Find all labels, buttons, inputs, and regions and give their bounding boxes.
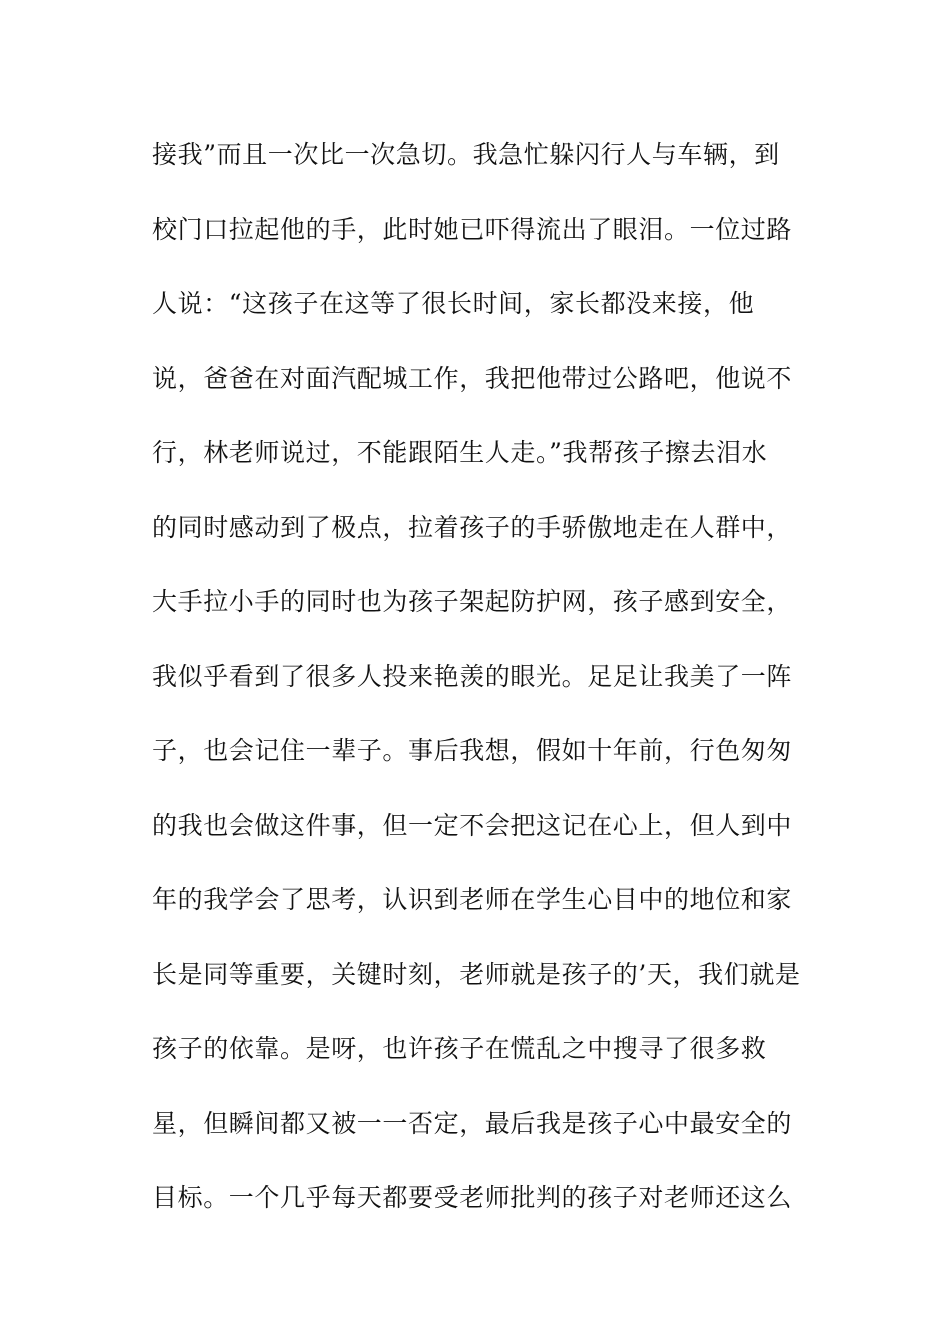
text-line: 长是同等重要，关键时刻，老师就是孩子的’天，我们就是: [152, 959, 801, 989]
text-line: 目标。一个几乎每天都要受老师批判的孩子对老师还这么: [152, 1183, 793, 1212]
text-line: 的同时感动到了极点，拉着孩子的手骄傲地走在人群中，: [152, 512, 793, 542]
text-line: 年的我学会了思考，认识到老师在学生心目中的地位和家: [152, 885, 793, 914]
text-line: 孩子的依靠。是呀，也许孩子在慌乱之中搜寻了很多救: [152, 1034, 767, 1063]
text-line: 校门口拉起他的手，此时她已吓得流出了眼泪。一位过路: [152, 214, 793, 244]
text-line: 我似乎看到了很多人投来艳羡的眼光。足足让我美了一阵: [152, 661, 793, 691]
text-line: 人说：“这孩子在这等了很长时间，家长都没来接，他: [152, 289, 755, 318]
text-line: 大手拉小手的同时也为孩子架起防护网，孩子感到安全，: [152, 587, 793, 616]
text-line: 说，爸爸在对面汽配城工作，我把他带过公路吧，他说不: [152, 363, 793, 393]
text-line: 星，但瞬间都又被一一否定，最后我是孩子心中最安全的: [152, 1108, 793, 1138]
text-line: 子，也会记住一辈子。事后我想，假如十年前，行色匆匆: [152, 736, 793, 765]
text-line: 行，林老师说过，不能跟陌生人走。”我帮孩子擦去泪水: [152, 438, 768, 467]
text-line: 的我也会做这件事，但一定不会把这记在心上，但人到中: [152, 810, 793, 840]
text-line: 接我”而且一次比一次急切。我急忙躲闪行人与车辆，到: [152, 140, 780, 169]
body-text: [152, 128, 812, 1246]
